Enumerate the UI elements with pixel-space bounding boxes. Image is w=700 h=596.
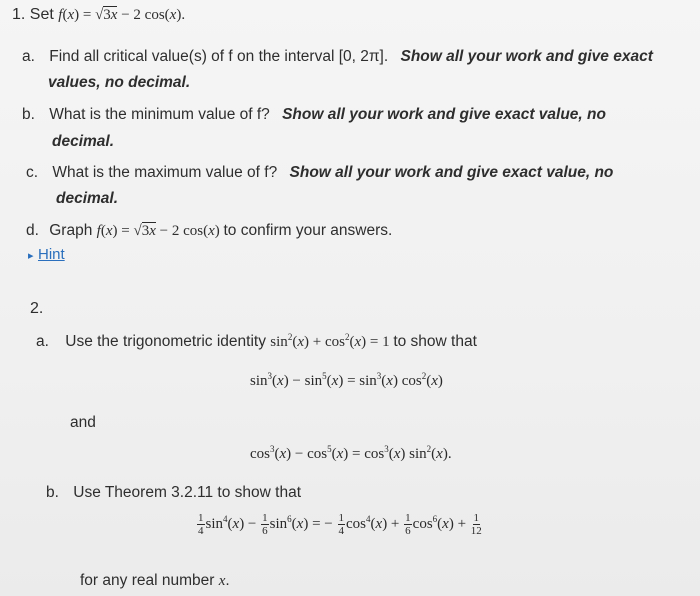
footer-variable: x: [218, 573, 226, 589]
q1-function: f(x) = √3x − 2 cos(x).: [58, 7, 186, 23]
hint-link[interactable]: Hint: [37, 246, 65, 263]
q2-footer: for any real number x.: [80, 572, 230, 589]
part-a-label: a.: [22, 48, 35, 65]
trig-identity: $\sin^2(x) + \cos^2(x) = 1$: [270, 332, 394, 350]
q2-a-text-before: Use the trigonometric identity: [65, 333, 266, 350]
part-b-emphasis-cont: decimal.: [52, 133, 115, 150]
q1-number: 1.: [12, 6, 26, 23]
q1-part-d: [26, 222, 392, 240]
equation-2: $\cos^3(x) - \cos^5(x) = \cos^3(x)$ $\sin^2(x)$.: [250, 444, 452, 462]
part-a-emphasis-cont: values, no decimal.: [48, 74, 191, 91]
q2-a-label: a.: [36, 333, 49, 350]
part-d-text-after: to confirm your answers.: [223, 222, 393, 239]
part-a-text: Find all critical value(s) of f on the interval [0, 2π].: [49, 48, 389, 65]
q2-a-text-after: to show that: [393, 333, 477, 350]
hint-toggle[interactable]: [28, 246, 65, 264]
part-b-emphasis: Show all your work and give exact value, no: [282, 106, 606, 123]
part-c-emphasis-cont: decimal.: [56, 190, 119, 207]
part-b-label: b.: [22, 106, 35, 123]
q1-intro: Set: [29, 6, 54, 23]
equation-1: $\sin^3(x) - \sin^5(x) = \sin^3(x)$ $\cos^2(x)$: [250, 371, 443, 389]
q1-part-a: [22, 48, 653, 66]
q2-part-b: [46, 484, 301, 502]
part-d-text-before: Graph: [49, 222, 93, 239]
part-b-text: What is the minimum value of f?: [49, 106, 270, 123]
q2-b-text: Use Theorem 3.2.11 to show that: [73, 484, 301, 501]
part-c-label: c.: [26, 164, 39, 181]
part-d-label: d.: [26, 222, 39, 239]
part-c-emphasis: Show all your work and give exact value, no: [289, 164, 614, 181]
footer-text: for any real number: [80, 572, 215, 589]
part-a-emphasis: Show all your work and give exact: [400, 48, 653, 65]
q2-part-a: [36, 332, 477, 351]
part-d-function: f(x) = √3x − 2 cos(x): [96, 223, 224, 239]
triangle-right-icon: ▸: [28, 250, 34, 262]
q1-part-c: [26, 164, 613, 182]
and-text: and: [70, 414, 96, 431]
q2-number: 2.: [30, 300, 44, 317]
q1-part-b: [22, 106, 606, 124]
q2-b-label: b.: [46, 484, 59, 501]
part-c-text: What is the maximum value of f?: [52, 164, 278, 181]
equation-3: $\frac{1}{4}$ $\sin^4(x)$ − $\frac{1}{6}$ $\sin^6(x)$ = − $\frac{1}{4}$ $\cos^4(x)$ + $\frac{1}{6}$ $\cos^6(x)$ + $\frac{1}{12}$: [198, 512, 482, 537]
q1-header: [12, 6, 185, 24]
